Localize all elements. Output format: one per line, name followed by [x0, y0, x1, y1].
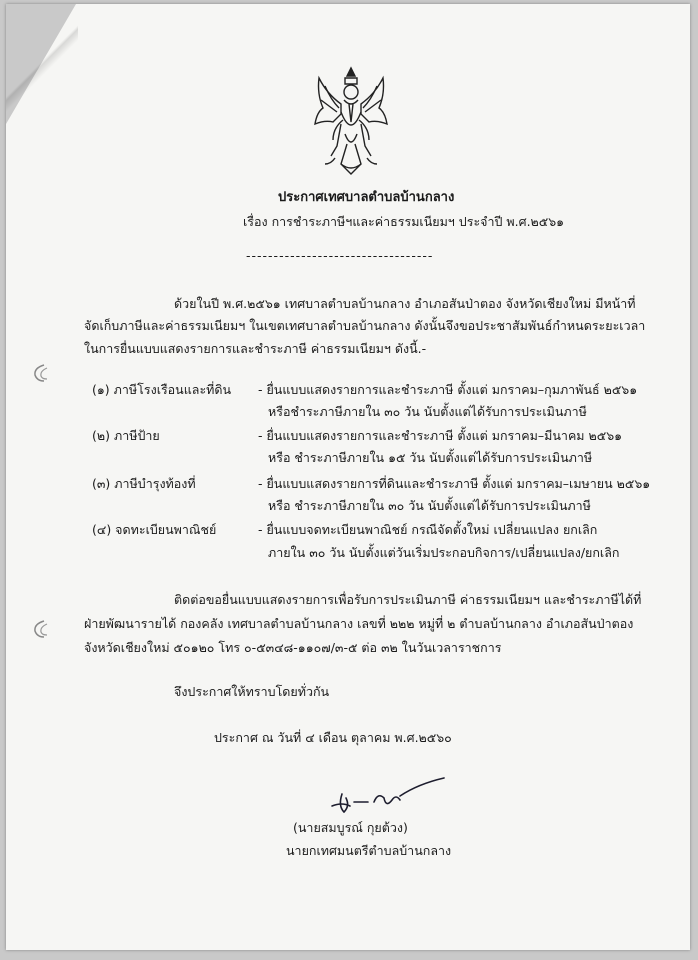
signature — [328, 772, 448, 822]
item-label: (๓) ภาษีบำรุงท้องที่ — [92, 476, 196, 491]
intro-line-1: ด้วยในปี พ.ศ.๒๕๖๑ เทศบาลตำบลบ้านกลาง อำเภอสันป่าตอง จังหวัดเชียงใหม่ มีหน้าที่ — [174, 296, 636, 311]
closing-statement: จึงประกาศให้ทราบโดยทั่วกัน — [174, 684, 330, 699]
announcement-title: ประกาศเทศบาลตำบลบ้านกลาง — [278, 190, 455, 205]
item-text: หรือชำระภาษีภายใน ๓๐ วัน นับตั้งแต่ได้รับการประเมินภาษี — [268, 404, 587, 419]
punch-hole-mark-icon — [30, 362, 52, 384]
announcement-subject: เรื่อง การชำระภาษีฯและค่าธรรมเนียมฯ ประจำปี พ.ศ.๒๕๖๑ — [243, 214, 565, 229]
contact-line-3: จังหวัดเชียงใหม่ ๕๐๑๒๐ โทร ๐-๕๓๔๘-๑๑๐๗/๓-๕ ต่อ ๓๒ ในวันเวลาราชการ — [84, 640, 502, 655]
signer-position: นายกเทศมนตรีตำบลบ้านกลาง — [286, 843, 452, 858]
item-text: - ยื่นแบบแสดงรายการและชำระภาษี ตั้งแต่ มกราคม–มีนาคม ๒๕๖๑ — [258, 428, 623, 443]
item-text: - ยื่นแบบแสดงรายการที่ดินและชำระภาษี ตั้งแต่ มกราคม–เมษายน ๒๕๖๑ — [258, 476, 651, 491]
contact-line-1: ติดต่อขอยื่นแบบแสดงรายการเพื่อรับการประเมินภาษี ค่าธรรมเนียมฯ และชำระภาษีได้ที่ — [174, 592, 642, 607]
announcement-date: ประกาศ ณ วันที่ ๔ เดือน ตุลาคม พ.ศ.๒๕๖๐ — [214, 730, 452, 745]
item-label: (๑) ภาษีโรงเรือนและที่ดิน — [92, 382, 232, 397]
item-label: (๒) ภาษีป้าย — [92, 428, 160, 443]
item-label: (๔) จดทะเบียนพาณิชย์ — [92, 522, 217, 537]
separator-line: ---------------------------------- — [246, 248, 434, 263]
intro-line-2: จัดเก็บภาษีและค่าธรรมเนียมฯ ในเขตเทศบาลตำบลบ้านกลาง ดังนั้นจึงขอประชาสัมพันธ์กำหนดระยะเวลา — [84, 318, 646, 333]
item-text: หรือ ชำระภาษีภายใน ๓๐ วัน นับตั้งแต่ได้รับการประเมินภาษี — [268, 498, 591, 513]
item-text: - ยื่นแบบแสดงรายการและชำระภาษี ตั้งแต่ มกราคม–กุมภาพันธ์ ๒๕๖๑ — [258, 382, 638, 397]
document-page — [6, 4, 690, 950]
item-text: ภายใน ๓๐ วัน นับตั้งแต่วันเริ่มประกอบกิจการ/เปลี่ยนแปลง/ยกเลิก — [268, 545, 620, 560]
garuda-emblem-icon — [311, 64, 391, 176]
item-text: - ยื่นแบบจดทะเบียนพาณิชย์ กรณีจัดตั้งใหม่ เปลี่ยนแปลง ยกเลิก — [258, 522, 598, 537]
punch-hole-mark-icon — [30, 618, 52, 640]
signer-name: (นายสมบูรณ์ กุยต้วง) — [293, 820, 408, 835]
contact-line-2: ฝ่ายพัฒนารายได้ กองคลัง เทศบาลตำบลบ้านกลาง เลขที่ ๒๒๒ หมู่ที่ ๒ ตำบลบ้านกลาง อำเภอสันป่าตอง — [84, 616, 634, 631]
intro-line-3: ในการยื่นแบบแสดงรายการและชำระภาษี ค่าธรรมเนียมฯ ดังนี้.- — [84, 341, 427, 356]
item-text: หรือ ชำระภาษีภายใน ๑๕ วัน นับตั้งแต่ได้รับการประเมินภาษี — [268, 450, 593, 465]
